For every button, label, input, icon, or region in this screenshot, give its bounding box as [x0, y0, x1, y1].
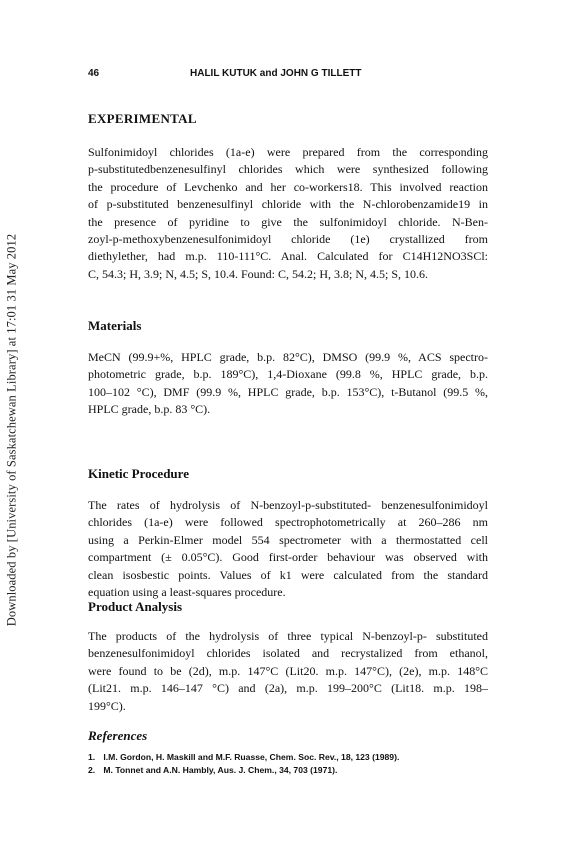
text-line: using a Perkin-Elmer model 554 spectrometer with a thermostatted cell — [88, 532, 488, 547]
text-line: The products of the hydrolysis of three typical N-benzoyl-p- substituted — [88, 629, 488, 643]
references-heading: References — [88, 728, 148, 743]
text-line: (Lit21. m.p. 146–147 °C) and (2a), m.p. 199–200°C (Lit18. m.p. 198– — [88, 681, 488, 696]
text-line: zoyl-p-methoxybenzenesulfonimidoyl chloride (1e) crystallized from — [88, 231, 488, 246]
download-watermark-text: Downloaded by [University of Saskatchewan Library] at 17:01 31 May 2012 — [4, 233, 19, 627]
product-paragraph — [88, 628, 488, 715]
experimental-paragraph — [88, 144, 488, 283]
running-head-authors: HALIL KUTUK and JOHN G TILLETT — [190, 68, 362, 79]
text-line: were found to be (2d), m.p. 147°C (Lit20. m.p. 147°C), (2e), m.p. 148°C — [88, 663, 488, 678]
text-line: the presence of pyridine to give the sulfonimidoyl chloride. N-Ben- — [88, 214, 488, 229]
download-watermark — [1, 110, 23, 750]
page-number: 46 — [88, 68, 100, 79]
text-line: of p-substituted benzenesulfinyl chloride with the N-chlorobenzamide19 in — [88, 197, 488, 212]
reference-text: I.M. Gordon, H. Maskill and M.F. Ruasse, Chem. Soc. Rev., 18, 123 (1989). — [103, 752, 400, 762]
text-line: 199°C). — [88, 698, 126, 713]
materials-paragraph — [88, 349, 488, 419]
text-line: diethylether, had m.p. 110-111°C. Anal. Calculated for C14H12NO3SCl: — [88, 249, 488, 264]
reference-text: M. Tonnet and A.N. Hambly, Aus. J. Chem., 34, 703 (1971). — [103, 765, 338, 775]
reference-item — [88, 751, 399, 764]
text-line: clean isosbestic points. Values of k1 were calculated from the standard — [88, 567, 488, 582]
text-line: Sulfonimidoyl chlorides (1a-e) were prepared from the corresponding — [88, 145, 488, 159]
section-heading-kinetic-procedure: Kinetic Procedure — [88, 466, 189, 481]
text-line: HPLC grade, b.p. 83 °C). — [88, 402, 211, 417]
text-line: C, 54.3; H, 3.9; N, 4.5; S, 10.4. Found: C, 54.2; H, 3.8; N, 4.5; S, 10.6. — [88, 266, 429, 281]
text-line: photometric grade, b.p. 189°C), 1,4-Dioxane (99.8 %, HPLC grade, b.p. — [88, 367, 488, 382]
text-line: the procedure of Levchenko and her co-workers18. This involved reaction — [88, 179, 488, 194]
text-line: benzenesulfonimidoyl chlorides isolated and recrystalized from ethanol, — [88, 646, 488, 661]
reference-number: 2. — [88, 765, 96, 775]
text-line: chlorides (1a-e) were followed spectrophotometrically at 260–286 nm — [88, 515, 488, 530]
text-line: p-substitutedbenzenesulfinyl chlorides which were synthesized following — [88, 162, 488, 177]
reference-item — [88, 764, 399, 777]
text-line: The rates of hydrolysis of N-benzoyl-p-substituted- benzenesulfonimidoyl — [88, 498, 488, 512]
reference-list — [88, 751, 399, 777]
text-line: 100–102 °C), DMF (99.9 %, HPLC grade, b.p. 153°C), t-Butanol (99.5 %, — [88, 384, 488, 399]
text-line: equation using a least-squares procedure. — [88, 584, 286, 599]
section-heading-experimental: EXPERIMENTAL — [88, 111, 197, 126]
section-heading-materials: Materials — [88, 318, 142, 333]
text-line: compartment (± 0.05°C). Good first-order behaviour was observed with — [88, 550, 488, 565]
kinetic-paragraph — [88, 497, 488, 601]
text-line: MeCN (99.9+%, HPLC grade, b.p. 82°C), DMSO (99.9 %, ACS spectro- — [88, 350, 488, 364]
reference-number: 1. — [88, 752, 96, 762]
section-heading-product-analysis: Product Analysis — [88, 599, 183, 614]
running-head — [88, 68, 488, 82]
